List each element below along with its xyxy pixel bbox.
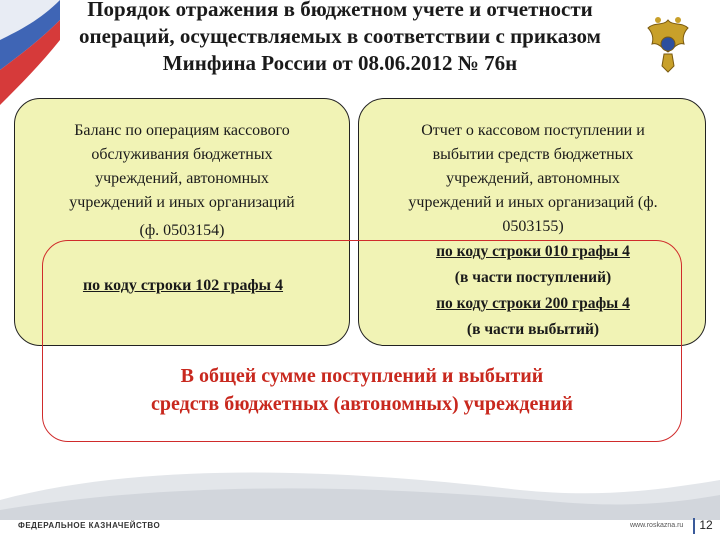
title-line-2: операций, осуществляемых в соответствии с приказом <box>79 24 601 48</box>
page-number-divider <box>693 518 695 534</box>
footer-organization: ФЕДЕРАЛЬНОЕ КАЗНАЧЕЙСТВО <box>18 521 161 530</box>
text-line: учреждений и иных организаций <box>69 194 295 211</box>
balance-report-description <box>29 119 335 243</box>
text-line: учреждений и иных организаций (ф. <box>408 194 658 211</box>
title-line-3: Минфина России от 08.06.2012 № 76н <box>162 51 518 75</box>
disposals-line-code: по коду строки 200 графы 4 <box>436 295 630 312</box>
balance-line-code: по коду строки 102 графы 4 <box>82 277 284 294</box>
text-line: Баланс по операциям кассового <box>74 122 290 139</box>
summary-text <box>60 362 664 418</box>
page-title <box>30 0 650 77</box>
text-line: учреждений, автономных <box>446 170 620 187</box>
wave-decoration <box>0 440 720 520</box>
cash-flow-report-description <box>369 119 697 239</box>
page-number: 12 <box>699 518 713 532</box>
cash-flow-line-codes <box>359 239 707 343</box>
disposals-note: (в части выбытий) <box>466 321 600 338</box>
text-line: выбытии средств бюджетных <box>432 146 634 163</box>
text-line: Отчет о кассовом поступлении и <box>421 122 645 139</box>
title-line-1: Порядок отражения в бюджетном учете и отчетности <box>87 0 593 21</box>
receipts-line-code: по коду строки 010 графы 4 <box>436 243 630 260</box>
form-code: (ф. 0503154) <box>139 222 225 239</box>
text-line: обслуживания бюджетных <box>91 146 273 163</box>
balance-report-box <box>14 98 350 346</box>
double-headed-eagle-icon <box>644 14 692 76</box>
footer-website-link[interactable]: www.roskazna.ru <box>630 522 684 529</box>
summary-line-1: В общей сумме поступлений и выбытий <box>180 365 544 387</box>
receipts-note: (в части поступлений) <box>454 269 612 286</box>
cash-flow-report-box <box>358 98 706 346</box>
form-code: 0503155) <box>502 218 564 235</box>
text-line: учреждений, автономных <box>95 170 269 187</box>
summary-line-2: средств бюджетных (автономных) учреждений <box>150 393 573 415</box>
